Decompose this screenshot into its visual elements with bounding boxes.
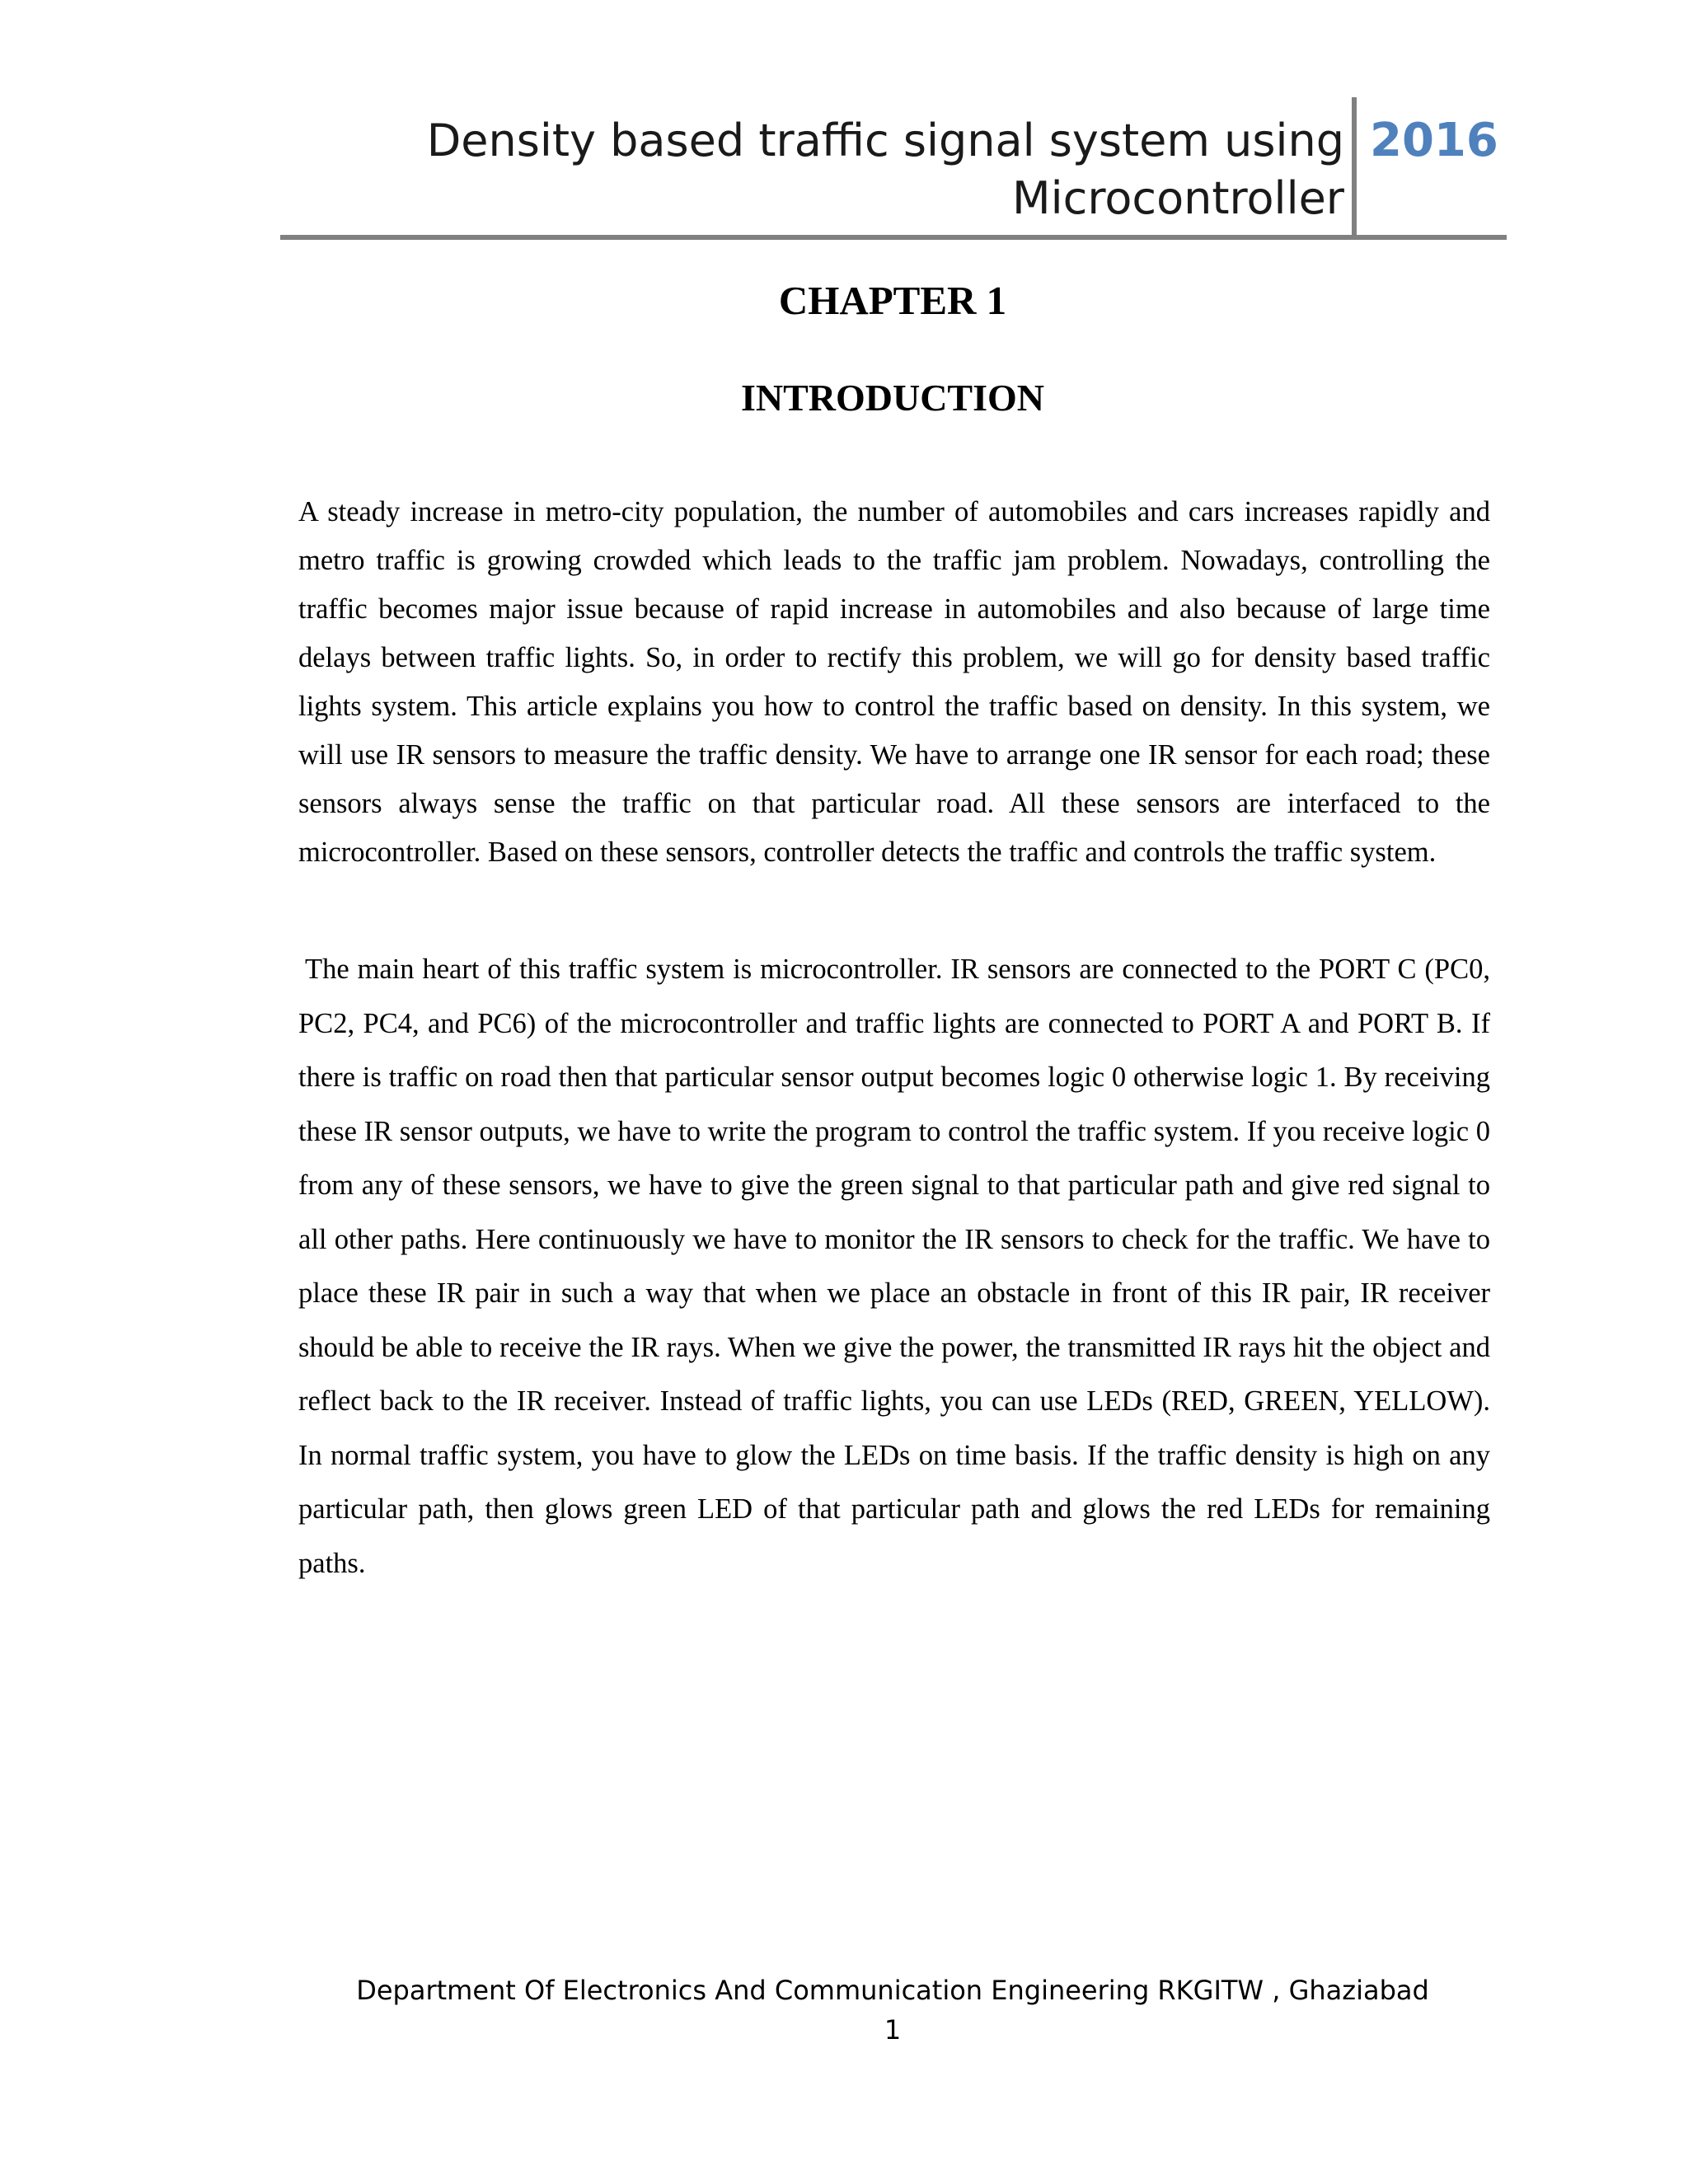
header-title-line-2: Microcontroller [1012, 172, 1344, 224]
header-title [314, 112, 1344, 227]
chapter-heading: CHAPTER 1 [778, 278, 1007, 323]
header-horizontal-rule [280, 235, 1507, 240]
header-year: 2016 [1370, 114, 1498, 167]
section-heading: INTRODUCTION [740, 377, 1045, 419]
header-vertical-divider [1352, 97, 1357, 237]
header-title-line-1: Density based traffic signal system using [426, 115, 1344, 166]
body-paragraph-1: A steady increase in metro-city population, the number of automobiles and cars increases rapidly and metro traffic is growing crowded which leads to the traffic jam problem. Nowadays, controlling the traffic becomes major issue because of rapid increase in automobiles and also because of large time delays between traffic lights. So, in order to rectify this problem, we will go for density based traffic lights system. This article explains you how to control the traffic based on density. In this system, we will use IR sensors to measure the traffic density. We have to arrange one IR sensor for each road; these sensors always sense the traffic on that particular road. All these sensors are interfaced to the microcontroller. Based on these sensors, controller detects the traffic and controls the traffic system. [298, 496, 1490, 868]
body-paragraph-2: The main heart of this traffic system is microcontroller. IR sensors are connected to the PORT C (PC0, PC2, PC4, and PC6) of the microcontroller and traffic lights are connected to PORT A and PORT B. If there is traffic on road then that particular sensor output becomes logic 0 otherwise logic 1. By receiving these IR sensor outputs, we have to write the program to control the traffic system. If you receive logic 0 from any of these sensors, we have to give the green signal to that particular path and give red signal to all other paths. Here continuously we have to monitor the IR sensors to check for the traffic. We have to place these IR pair in such a way that when we place an obstacle in front of this IR pair, IR receiver should be able to receive the IR rays. When we give the power, the transmitted IR rays hit the object and reflect back to the IR receiver. Instead of traffic lights, you can use LEDs (RED, GREEN, YELLOW). In normal traffic system, you have to glow the LEDs on time basis. If the traffic density is high on any particular path, then glows green LED of that particular path and glows the red LEDs for remaining paths. [298, 954, 1490, 1579]
running-header [280, 97, 1507, 237]
page-number: 1 [884, 2014, 902, 2046]
footer-department: Department Of Electronics And Communication Engineering RKGITW , Ghaziabad [356, 1975, 1429, 2006]
